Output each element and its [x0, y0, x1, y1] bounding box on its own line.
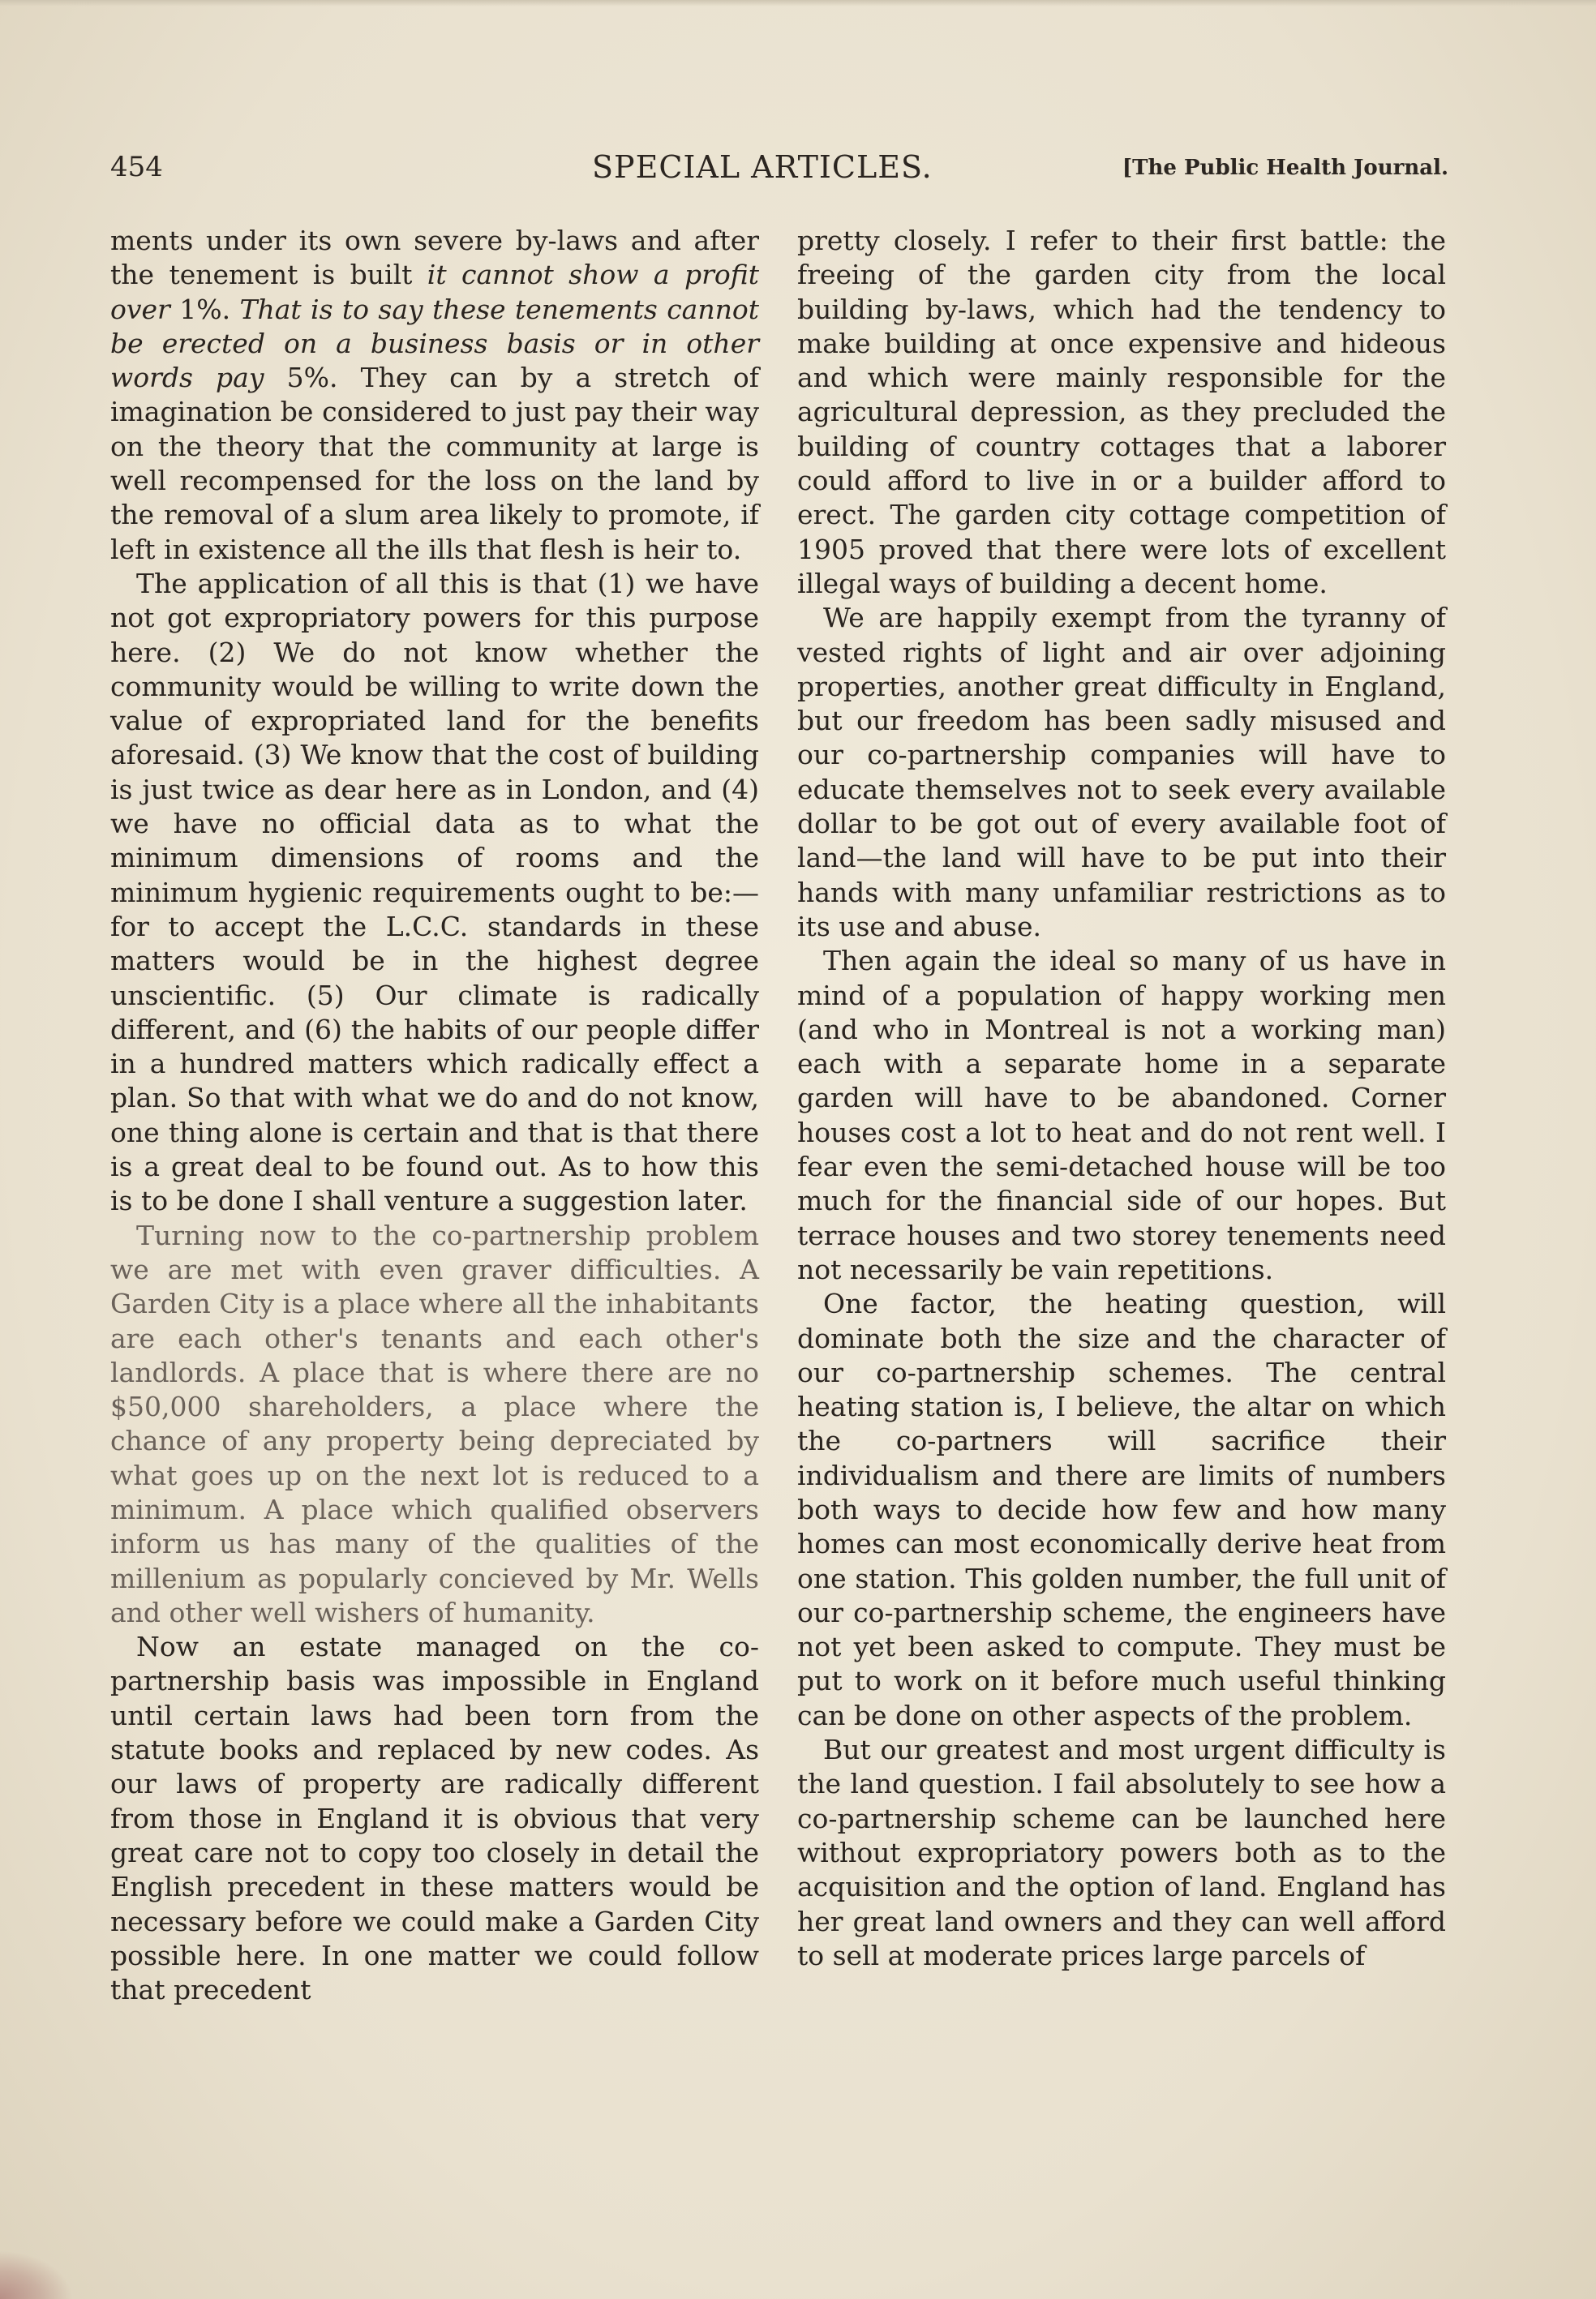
page-corner-stain — [0, 2250, 73, 2299]
left-p1-italic-b: it cannot show a profit over — [110, 259, 759, 325]
right-paragraph-5: But our greatest and most urgent difficulty is the land question. I fail absolutely to see how a co-partnership scheme can be launched here without expropriatory powers both as to the acquisition and the option of land. England has her great land owners and they can well afford to sell at moderate prices large parcels of — [797, 1734, 1446, 1971]
left-p1-text-c: 1%. — [169, 293, 240, 325]
page-top-edge — [0, 0, 1596, 6]
right-paragraph-1: pretty closely. I refer to their first battle: the freeing of the garden city from the local building by-laws, which had the tendency to make building at once expensive and hideous and which were mainly responsible for the agricultural depression, as they precluded the building of country cottages that a laborer could afford to live in or a builder afford to erect. The garden city cottage competition of 1905 proved that there were lots of excellent illegal ways of building a decent home. — [797, 225, 1446, 599]
left-paragraph-1 — [110, 224, 759, 567]
left-paragraph-2: The application of all this is that (1) we have not got expropriatory powers for this purpose here. (2) We do not know whether the community would be willing to write down the value of expropriated land for the benefits aforesaid. (3) We know that the cost of building is just twice as dear here as in London, and (4) we have no official data as to what the minimum dimensions of rooms and the minimum hygienic requirements ought to be:— for to accept the L.C.C. standards in these matters would be in the highest degree unscientific. (5) Our climate is radically different, and (6) the habits of our people differ in a hundred matters which radically effect a plan. So that with what we do and do not know, one thing alone is certain and that is that there is a great deal to be found out. As to how this is to be done I shall venture a suggestion later. — [110, 567, 759, 1217]
right-paragraph-2: We are happily exempt from the tyranny of vested rights of light and air over adjoining properties, another great difficulty in England, but our freedom has been sadly misused and our co-partnership companies will have to educate themselves not to seek every available dollar to be got out of every available foot of land—the land will have to be put into their hands with many unfamiliar restrictions as to its use and abuse. — [797, 602, 1446, 942]
left-paragraph-4: Now an estate managed on the co-partnership basis was impossible in England until certain laws had been torn from the statute books and replaced by new codes. As our laws of property are radically different from those in England it is obvious that very great care not to copy too closely in detail the English precedent in these matters would be necessary before we could make a Garden City possible here. In one matter we could follow that precedent — [110, 1631, 759, 2006]
left-paragraph-3: Turning now to the co-partnership problem we are met with even graver difficulties. A Garden City is a place where all the inhabitants are each other's tenants and each other's landlords. A place that is where there are no $50,000 shareholders, a place where the chance of any property being depreciated by what goes up on the next lot is reduced to a minimum. A place which qualified observers inform us has many of the qualities of the millenium as popularly concieved by Mr. Wells and other well wishers of humanity. — [110, 1219, 759, 1628]
left-p1-text-a: ments under its own severe by-laws and after the tenement is built — [110, 225, 759, 291]
left-column — [110, 224, 759, 2007]
right-column — [797, 224, 1446, 1973]
right-paragraph-3: Then again the ideal so many of us have in mind of a population of happy working men (and who in Montreal is not a working man) each with a separate home in a separate garden will have to be abandoned. Corner houses cost a lot to heat and do not rent well. I fear even the semi-detached house will be too much for the financial side of our hopes. But terrace houses and two storey tenements need not necessarily be vain repetitions. — [797, 945, 1446, 1285]
right-paragraph-4: One factor, the heating question, will dominate both the size and the character of our co-partnership schemes. The central heating station is, I believe, the altar on which the co-partners will sacrifice their individualism and there are limits of numbers both ways to decide how few and how many homes can most economically derive heat from one station. This golden number, the full unit of our co-partnership scheme, the engineers have not yet been asked to compute. They must be put to work on it before much useful thinking can be done on other aspects of the problem. — [797, 1288, 1446, 1731]
left-p1-italic-d: That is to say these tenements cannot be erected on a business basis or in other words pay — [110, 293, 759, 394]
page-header — [110, 146, 1448, 195]
left-p1-text-e: 5%. They can by a stretch of imagination be considered to just pay their way on the theory that the community at large is well recompensed for the loss on the land by the removal of a slum area likely to promote, if left in existence all the ills that flesh is heir to. — [110, 362, 759, 565]
journal-name: [The Public Health Journal. — [1122, 156, 1448, 180]
running-title: SPECIAL ARTICLES. — [592, 149, 933, 185]
page-number: 454 — [110, 151, 163, 183]
